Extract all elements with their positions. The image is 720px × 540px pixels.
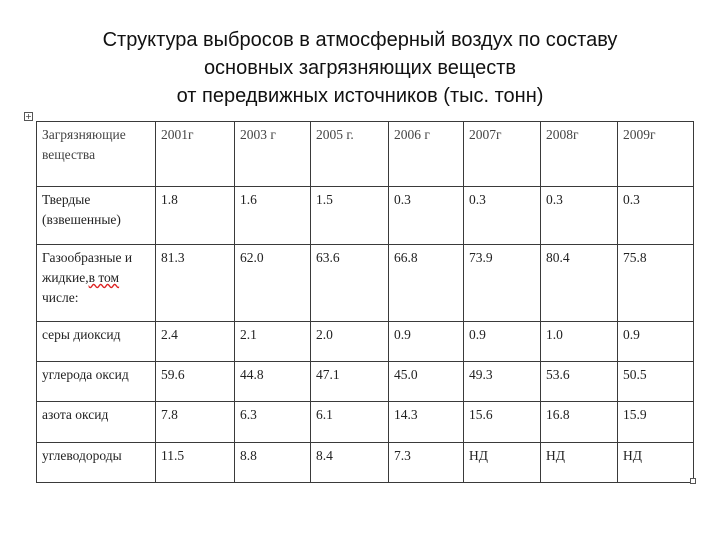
table-cell: 7.3 [389,443,464,483]
header-cell-year: 2005 г. [311,122,389,187]
table-cell: 0.9 [618,322,694,362]
table-row [37,322,694,362]
header-cell-year: 2006 г [389,122,464,187]
table-cell: 7.8 [156,402,235,443]
table-row [37,362,694,402]
row-label: углеводороды [37,443,156,483]
table-row [37,443,694,483]
row-label: серы диоксид [37,322,156,362]
table-cell: 1.0 [541,322,618,362]
table-cell: 75.8 [618,245,694,322]
table-cell: 0.9 [464,322,541,362]
table-cell: 14.3 [389,402,464,443]
header-cell-pollutants: Загрязняющие вещества [37,122,156,187]
table-move-handle-icon[interactable]: + [25,112,32,121]
table-cell: 63.6 [311,245,389,322]
table-cell: 47.1 [311,362,389,402]
table-cell: 8.8 [235,443,311,483]
table-cell: 66.8 [389,245,464,322]
table-cell: 50.5 [618,362,694,402]
table-cell: 11.5 [156,443,235,483]
table-cell: 6.3 [235,402,311,443]
table-cell: 0.3 [464,187,541,245]
title-line: Структура выбросов в атмосферный воздух по составу [102,29,618,51]
table-cell: 49.3 [464,362,541,402]
header-cell-year: 2007г [464,122,541,187]
table-cell: 15.9 [618,402,694,443]
header-cell-year: 2009г [618,122,694,187]
row-label-text: Газообразные и жидкие, [42,250,133,285]
table-cell: 6.1 [311,402,389,443]
emissions-table [36,121,694,483]
table-cell: 0.3 [541,187,618,245]
table-cell: 53.6 [541,362,618,402]
row-label: азота оксид [37,402,156,443]
table-row [37,402,694,443]
table-cell: 0.9 [389,322,464,362]
table-resize-handle-icon[interactable] [690,478,696,484]
row-label: углерода оксид [37,362,156,402]
table-cell: 1.8 [156,187,235,245]
header-cell-year: 2003 г [235,122,311,187]
table-row [37,245,694,322]
table-cell: 8.4 [311,443,389,483]
table-cell: 73.9 [464,245,541,322]
table-cell: НД [464,443,541,483]
row-label [37,245,156,322]
spellcheck-underlined-text: в том [88,270,120,285]
table-cell: НД [541,443,618,483]
table-cell: 2.1 [235,322,311,362]
table-cell: 59.6 [156,362,235,402]
header-cell-year: 2008г [541,122,618,187]
table-cell: НД [618,443,694,483]
row-label: Твердые (взвешенные) [37,187,156,245]
table-cell: 1.5 [311,187,389,245]
table-cell: 62.0 [235,245,311,322]
table-row [37,187,694,245]
title-line: от передвижных источников (тыс. тонн) [176,85,544,107]
title-line: основных загрязняющих веществ [203,57,517,79]
table-cell: 81.3 [156,245,235,322]
table-cell: 45.0 [389,362,464,402]
row-label-text: числе: [42,290,79,305]
table-cell: 0.3 [389,187,464,245]
table-cell: 44.8 [235,362,311,402]
header-cell-year: 2001г [156,122,235,187]
table-cell: 80.4 [541,245,618,322]
table-cell: 1.6 [235,187,311,245]
table-cell: 2.0 [311,322,389,362]
table-header-row [37,122,694,187]
table-cell: 16.8 [541,402,618,443]
slide-title [0,26,720,110]
table-cell: 15.6 [464,402,541,443]
table-cell: 2.4 [156,322,235,362]
table-cell: 0.3 [618,187,694,245]
